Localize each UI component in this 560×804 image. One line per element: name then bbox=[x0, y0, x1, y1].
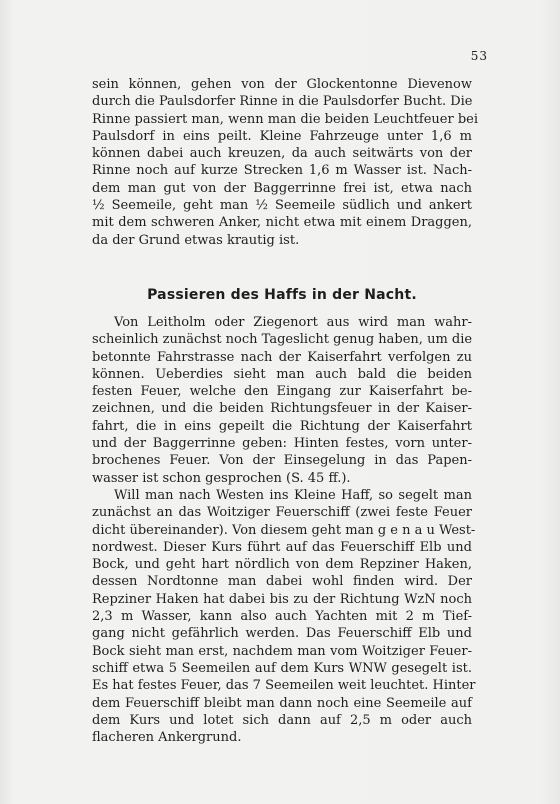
text-line: dem Feuerschiff bleibt man dann noch eine Seemeile auf bbox=[92, 695, 472, 711]
text-line: dem Kurs und lotet sich dann auf 2,5 m oder auch bbox=[92, 712, 472, 728]
text-line: Repziner Haken hat dabei bis zu der Richtung WzN noch bbox=[92, 591, 472, 607]
paragraph-2 bbox=[92, 314, 472, 487]
text-line: Rinne passiert man, wenn man die beiden Leuchtfeuer bei bbox=[92, 111, 479, 127]
text-line: und der Baggerrinne geben: Hinten festes, vorn unter- bbox=[92, 436, 472, 452]
text-line: Rinne noch auf kurze Strecken 1,6 m Wasser ist. Nach- bbox=[92, 163, 472, 179]
text-line: Bock, und geht hart nördlich von dem Repziner Haken, bbox=[92, 557, 472, 573]
text-line: fahrt, die in eins gepeilt die Richtung der Kaiserfahrt bbox=[92, 418, 472, 434]
text-line: dem man gut von der Baggerrinne frei ist, etwa nach bbox=[92, 180, 472, 196]
text-line: gang nicht gefährlich werden. Das Feuerschiff Elb und bbox=[92, 626, 472, 642]
text-line: brochenes Feuer. Von der Einsegelung in das Papen- bbox=[92, 453, 472, 469]
text-line: betonnte Fahrstrasse nach der Kaiserfahrt verfolgen zu bbox=[92, 349, 472, 365]
text-line: Bock sieht man erst, nachdem man vom Woitziger Feuer- bbox=[92, 643, 472, 659]
text-line: zunächst an das Woitziger Feuerschiff (zwei feste Feuer bbox=[92, 505, 472, 521]
text-line: schiff etwa 5 Seemeilen auf dem Kurs WNW gesegelt ist. bbox=[92, 660, 472, 676]
text-line: 2,3 m Wasser, kann also auch Yachten mit 2 m Tief- bbox=[92, 609, 472, 625]
text-line: Paulsdorf in eins peilt. Kleine Fahrzeuge unter 1,6 m bbox=[92, 128, 472, 144]
text-line: Es hat festes Feuer, das 7 Seemeilen weit leuchtet. Hinter bbox=[92, 678, 476, 694]
text-line: mit dem schweren Anker, nicht etwa mit einem Draggen, bbox=[92, 215, 472, 231]
text-line: da der Grund etwas krautig ist. bbox=[92, 232, 300, 248]
section-heading: Passieren des Haffs in der Nacht. bbox=[147, 287, 417, 303]
text-line: dicht übereinander). Von diesem geht man g e n a u West- bbox=[92, 522, 476, 538]
text-line: festen Feuer, welche den Eingang zur Kaiserfahrt be- bbox=[92, 384, 472, 400]
paragraph-3 bbox=[92, 487, 476, 746]
text-line: können dabei auch kreuzen, da auch seitwärts von der bbox=[92, 146, 472, 162]
text-line: flacheren Ankergrund. bbox=[92, 730, 242, 746]
text-line: dessen Nordtonne man dabei wohl finden wird. Der bbox=[92, 574, 472, 590]
text-line: ½ Seemeile, geht man ½ Seemeile südlich und ankert bbox=[92, 198, 472, 214]
page-number: 53 bbox=[470, 49, 488, 63]
text-line: wasser ist schon gesprochen (S. 45 ff.). bbox=[92, 470, 351, 486]
text-line: scheinlich zunächst noch Tageslicht genug haben, um die bbox=[92, 332, 473, 348]
paragraph-1 bbox=[92, 76, 479, 249]
text-line: sein können, gehen von der Glockentonne Dievenow bbox=[92, 77, 472, 92]
text-line: Will man nach Westen ins Kleine Haff, so segelt man bbox=[114, 488, 472, 503]
text-line: zeichnen, und die beiden Richtungsfeuer in der Kaiser- bbox=[92, 401, 472, 417]
text-line: nordwest. Dieser Kurs führt auf das Feuerschiff Elb und bbox=[92, 539, 472, 555]
text-line: Von Leitholm oder Ziegenort aus wird man wahr- bbox=[114, 315, 472, 330]
text-line: durch die Paulsdorfer Rinne in die Paulsdorfer Bucht. Die bbox=[92, 94, 473, 110]
text-line: können. Ueberdies sieht man auch bald die beiden bbox=[92, 366, 472, 382]
